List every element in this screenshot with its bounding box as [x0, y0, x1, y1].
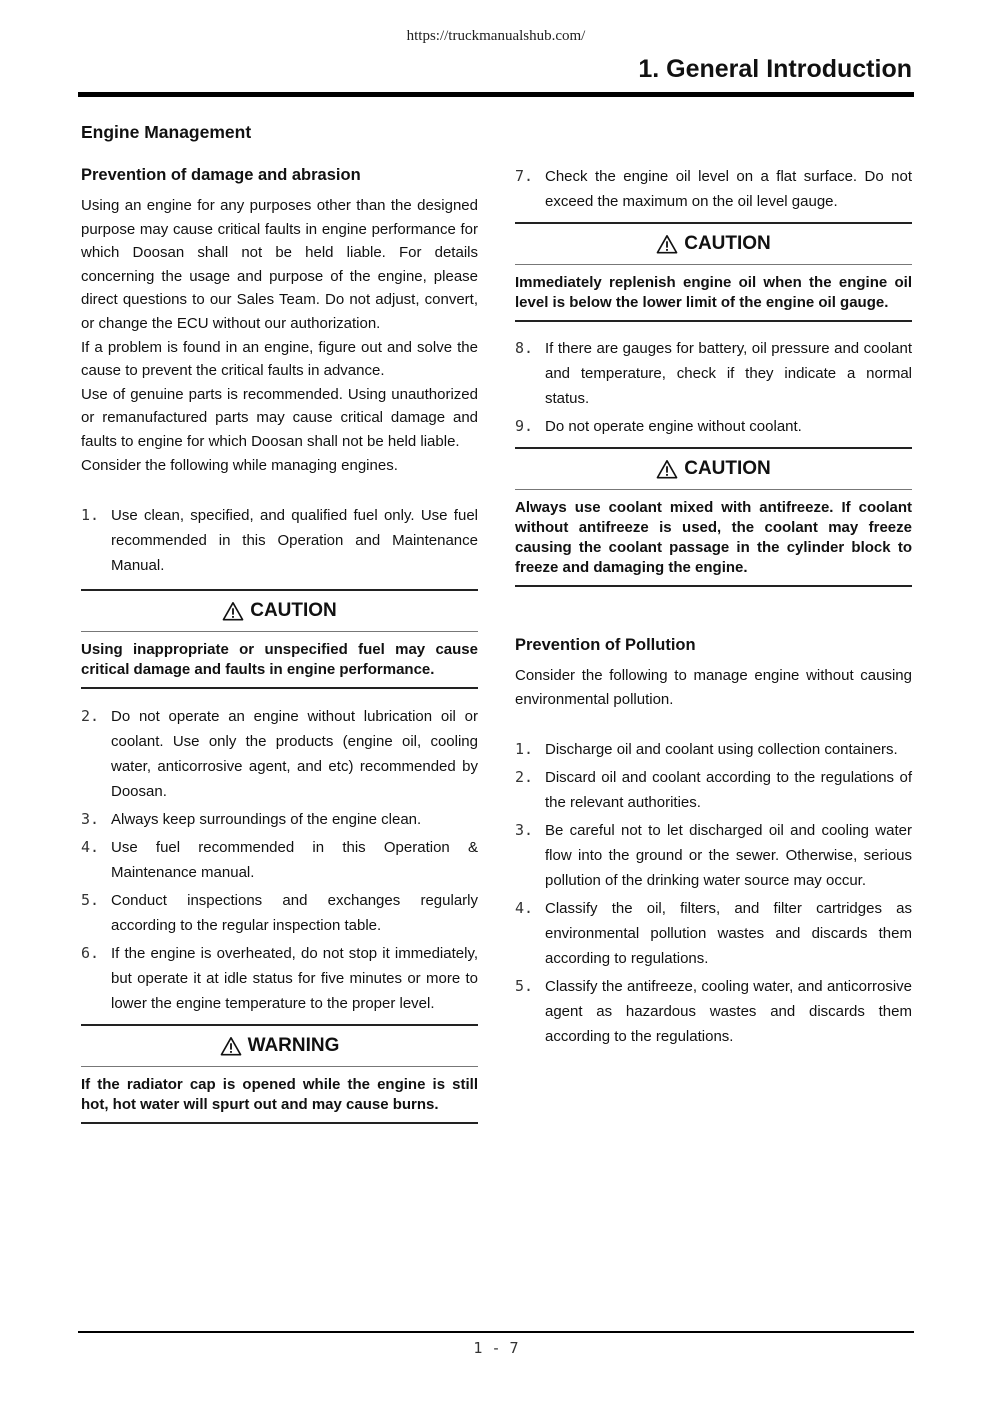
paragraph: Consider the following while managing engines. [81, 456, 398, 474]
item-number: 5. [515, 977, 534, 996]
pollution-heading: Prevention of Pollution [515, 636, 696, 654]
damage-list-continued [515, 164, 912, 214]
item-number: 3. [515, 821, 534, 840]
item-number: 2. [81, 707, 100, 726]
notice-text: If the radiator cap is opened while the engine is still hot, hot water will spurt out and may cause burns. [81, 1076, 478, 1114]
damage-heading: Prevention of damage and abrasion [81, 166, 361, 184]
left-column [81, 122, 478, 1124]
notice-text: Always use coolant mixed with antifreeze. If coolant without antifreeze is used, the coolant may freeze causing the coolant passage in the cylinder block to freeze and damaging the engine. [515, 499, 912, 576]
list-item [515, 737, 912, 762]
notice-header [515, 224, 912, 265]
warning-triangle-icon [656, 459, 678, 479]
chapter-title: 1. General Introduction [638, 55, 912, 83]
damage-list [81, 704, 478, 1016]
footer-rule [78, 1331, 914, 1333]
list-item [81, 941, 478, 1016]
item-text: Use fuel recommended in this Operation & Maintenance manual. [111, 839, 478, 882]
list-item [515, 164, 912, 214]
notice-label: CAUTION [684, 233, 771, 254]
item-number: 4. [81, 838, 100, 857]
list-item [515, 414, 912, 439]
caution-box [515, 447, 912, 587]
list-item [81, 503, 478, 578]
item-text: Do not operate an engine without lubrication oil or coolant. Use only the products (engine oil, cooling water, anticorrosive agent, and etc) recommended by Doosan. [111, 708, 478, 801]
list-item [515, 336, 912, 411]
item-text: Discharge oil and coolant using collection containers. [545, 741, 898, 759]
warning-triangle-icon [220, 1036, 242, 1056]
pollution-intro: Consider the following to manage engine without causing environmental pollution. [515, 667, 912, 708]
notice-header [81, 591, 478, 632]
list-item [515, 896, 912, 971]
list-item [81, 888, 478, 938]
item-number: 6. [81, 944, 100, 963]
item-number: 4. [515, 899, 534, 918]
header-rule [78, 92, 914, 97]
item-text: If the engine is overheated, do not stop it immediately, but operate it at idle status for five minutes or more to lower the engine temperature to the proper level. [111, 945, 478, 1013]
damage-list-continued [515, 336, 912, 439]
warning-box [81, 1024, 478, 1124]
item-text: Use clean, specified, and qualified fuel only. Use fuel recommended in this Operation and Maintenance Manual. [111, 507, 478, 575]
notice-label: CAUTION [250, 600, 337, 622]
source-url: https://truckmanualshub.com/ [406, 28, 586, 44]
list-item [515, 818, 912, 893]
item-text: Discard oil and coolant according to the regulations of the relevant authorities. [545, 769, 912, 812]
paragraph: Use of genuine parts is recommended. Using unauthorized or remanufactured parts may cause critical damage and faults to engine for which Doosan shall not be held liable. [81, 385, 478, 450]
paragraph: If a problem is found in an engine, figure out and solve the cause to prevent the critical faults in advance. [81, 338, 478, 380]
notice-text: Using inappropriate or unspecified fuel may cause critical damage and faults in engine performance. [81, 641, 478, 679]
damage-list [81, 503, 478, 578]
list-item [81, 704, 478, 804]
page-number: 1 - 7 [473, 1339, 519, 1357]
warning-triangle-icon [656, 234, 678, 254]
item-text: Check the engine oil level on a flat surface. Do not exceed the maximum on the oil level gauge. [545, 168, 912, 210]
paragraph: Using an engine for any purposes other than the designed purpose may cause critical faults in engine performance for which Doosan shall not be held liable. For details concerning the usage and purpose of the engine, please direct questions to our Sales Team. Do not adjust, convert, or change the ECU without our authorization. [81, 197, 478, 332]
item-text: Classify the oil, filters, and filter cartridges as environmental pollution wastes and discards them according to regulations. [545, 900, 912, 968]
notice-header [81, 1026, 478, 1067]
item-text: Always keep surroundings of the engine clean. [111, 811, 422, 829]
caution-box [81, 589, 478, 689]
notice-header [515, 449, 912, 490]
item-number: 2. [515, 768, 534, 787]
item-number: 1. [81, 506, 100, 525]
right-column [515, 164, 912, 1052]
pollution-list [515, 737, 912, 1049]
item-text: Conduct inspections and exchanges regularly according to the regular inspection table. [111, 892, 478, 935]
notice-label: WARNING [247, 1035, 340, 1057]
item-text: Classify the antifreeze, cooling water, and anticorrosive agent as hazardous wastes and discards them according to the regulations. [545, 978, 912, 1046]
list-item [515, 765, 912, 815]
item-number: 3. [81, 810, 100, 829]
item-number: 7. [515, 167, 534, 185]
list-item [81, 835, 478, 885]
list-item [81, 807, 478, 832]
notice-text: Immediately replenish engine oil when the engine oil level is below the lower limit of the engine oil gauge. [515, 274, 912, 311]
item-number: 1. [515, 740, 534, 759]
item-number: 9. [515, 417, 534, 435]
warning-triangle-icon [222, 601, 244, 621]
item-text: Do not operate engine without coolant. [545, 418, 802, 435]
list-item [515, 974, 912, 1049]
caution-box [515, 222, 912, 322]
item-text: If there are gauges for battery, oil pressure and coolant and temperature, check if they indicate a normal status. [545, 340, 912, 407]
section-title: Engine Management [81, 122, 252, 142]
item-text: Be careful not to let discharged oil and cooling water flow into the ground or the sewer. Otherwise, serious pollution of the drinking water source may occur. [545, 822, 912, 890]
item-number: 8. [515, 339, 534, 357]
item-number: 5. [81, 891, 100, 910]
notice-label: CAUTION [684, 458, 771, 479]
